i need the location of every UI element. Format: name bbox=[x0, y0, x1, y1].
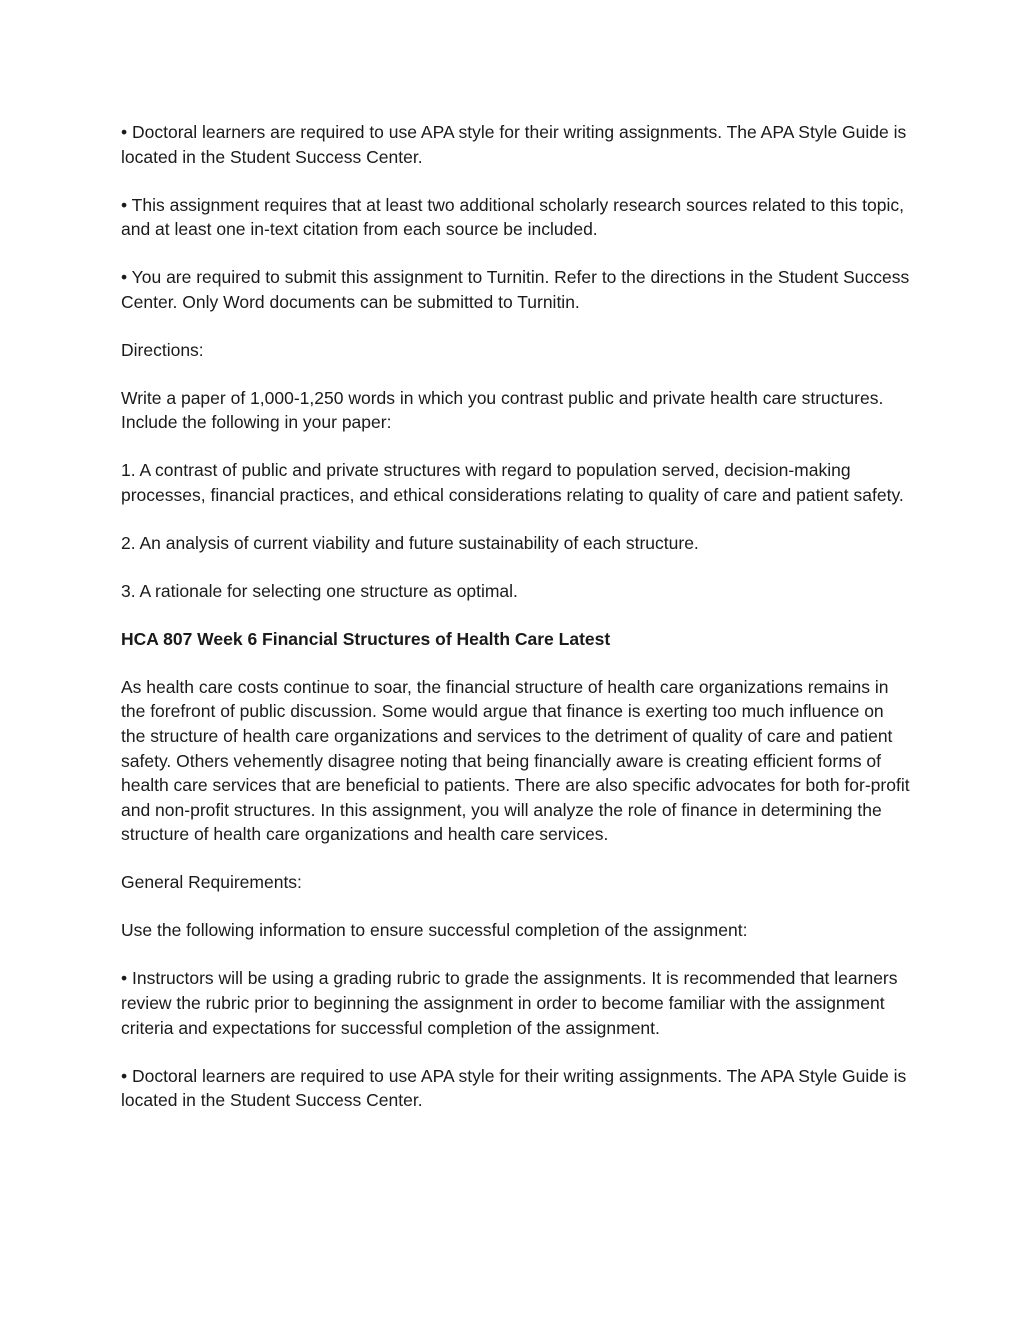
instructions-lead-in: Use the following information to ensure successful completion of the assignment: bbox=[121, 920, 748, 941]
apa-style-bullet: • Doctoral learners are required to use APA style for their writing assignments. The APA Style Guide is located in the Student Success Center. bbox=[121, 122, 907, 167]
requirement-item-1: 1. A contrast of public and private structures with regard to population served, decision-making processes, financial practices, and ethical considerations relating to quality of care and patient safety. bbox=[121, 460, 904, 505]
intro-paragraph: As health care costs continue to soar, the financial structure of health care organizations remains in the forefront of public discussion. Some would argue that finance is exerting too much influence on the structure of health care organizations and services to the detriment of quality of care and patient safety. Others vehemently disagree noting that being financially aware is creating efficient forms of health care services that are beneficial to patients. There are also specific advocates for both for-profit and non-profit structures. In this assignment, you will analyze the role of finance in determining the structure of health care organizations and health care services. bbox=[121, 676, 910, 845]
sources-requirement-bullet: • This assignment requires that at least two additional scholarly research sources related to this topic, and at least one in-text citation from each source be included. bbox=[121, 194, 904, 240]
requirement-item-3: 3. A rationale for selecting one structure as optimal. bbox=[121, 580, 518, 601]
general-requirements-label: General Requirements: bbox=[121, 872, 302, 893]
requirement-item-2: 2. An analysis of current viability and future sustainability of each structure. bbox=[121, 532, 699, 553]
rubric-bullet: • Instructors will be using a grading rubric to grade the assignments. It is recommended that learners review the rubric prior to beginning the assignment in order to become familiar with the assignment criteria and expectations for successful completion of the assignment. bbox=[121, 968, 898, 1038]
section-heading: HCA 807 Week 6 Financial Structures of Health Care Latest bbox=[121, 628, 611, 649]
document-body bbox=[121, 120, 911, 1136]
directions-text: Write a paper of 1,000-1,250 words in which you contrast public and private health care structures. Include the following in your paper: bbox=[121, 387, 884, 433]
directions-label: Directions: bbox=[121, 339, 204, 360]
turnitin-bullet: • You are required to submit this assignment to Turnitin. Refer to the directions in the Student Success Center. Only Word documents can be submitted to Turnitin. bbox=[121, 267, 910, 312]
apa-style-bullet-repeat: • Doctoral learners are required to use APA style for their writing assignments. The APA Style Guide is located in the Student Success Center. bbox=[121, 1065, 907, 1111]
